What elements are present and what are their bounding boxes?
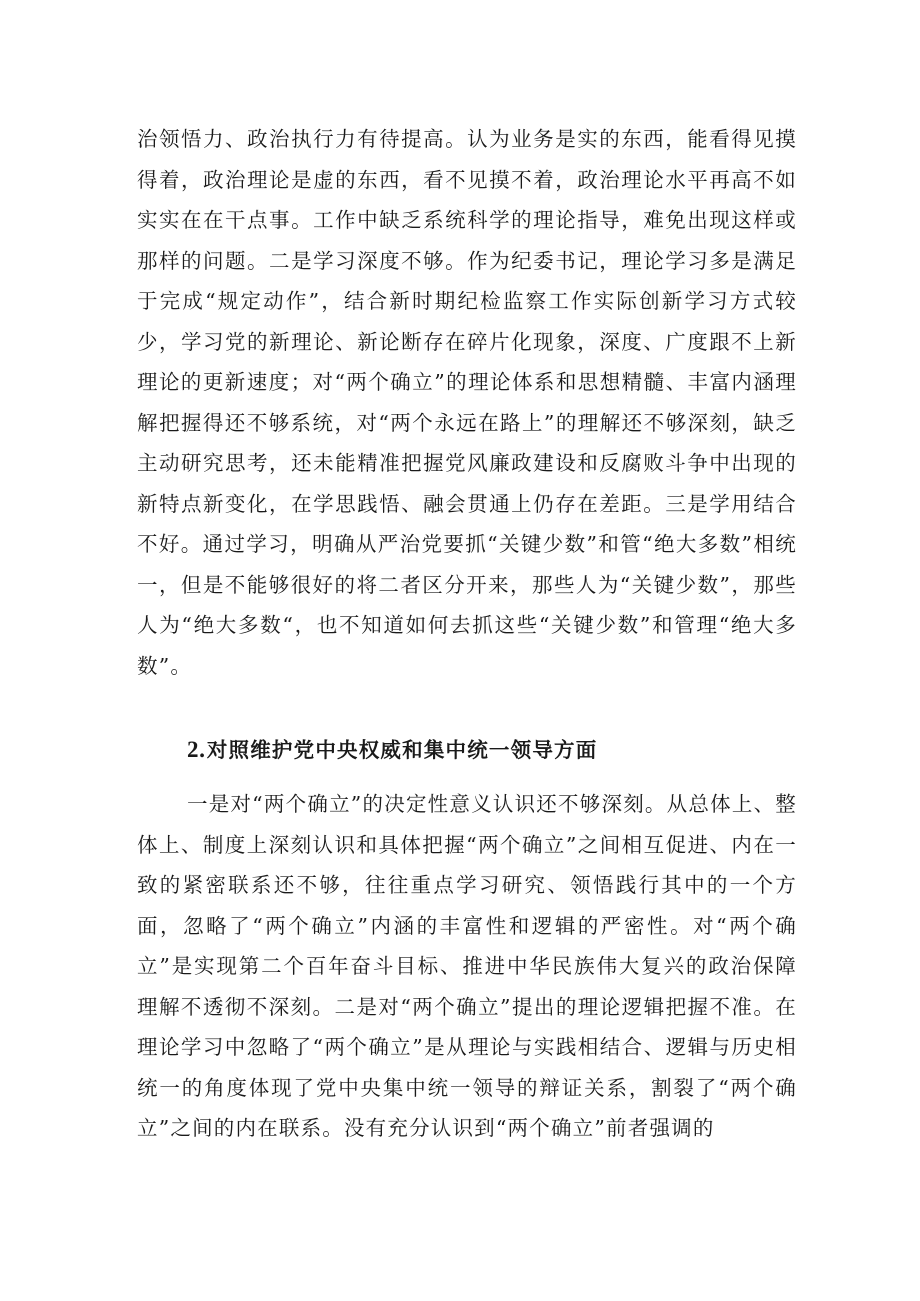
paragraph-2-block [137,784,797,1149]
body-paragraph-1: 治领悟力、政治执行力有待提高。认为业务是实的东西，能看得见摸得着，政治理论是虚的东西，看不见摸不着，政治理论水平再高不如实实在在干点事。工作中缺乏系统科学的理论指导，难免出现这样或那样的问题。二是学习深度不够。作为纪委书记，理论学习多是满足于完成“规定动作”，结合新时期纪检监察工作实际创新学习方式较少，学习党的新理论、新论断存在碎片化现象，深度、广度跟不上新理论的更新速度；对“两个确立”的理论体系和思想精髓、丰富内涵理解把握得还不够系统，对“两个永远在路上”的理解还不够深刻，缺乏主动研究思考，还未能精准把握党风廉政建设和反腐败斗争中出现的新特点新变化，在学思践悟、融会贯通上仍存在差距。三是学用结合不好。通过学习，明确从严治党要抓“关键少数”和管“绝大多数”相统一，但是不能够很好的将二者区分开来，那些人为“关键少数”，那些人为“绝大多数“，也不知道如何去抓这些“关键少数”和管理“绝大多数”。 [137,127,797,678]
paragraph-1-block [137,119,797,686]
section-heading-2 [187,730,597,770]
section-title: .对照维护党中央权威和集中统一领导方面 [198,738,598,762]
section-number: 2 [187,737,199,762]
body-paragraph-2: 一是对“两个确立”的决定性意义认识还不够深刻。从总体上、整体上、制度上深刻认识和具体把握“两个确立”之间相互促进、内在一致的紧密联系还不够，往往重点学习研究、领悟践行其中的一个方面，忽略了“两个确立”内涵的丰富性和逻辑的严密性。对“两个确立”是实现第二个百年奋斗目标、推进中华民族伟大复兴的政治保障理解不透彻不深刻。二是对“两个确立”提出的理论逻辑把握不准。在理论学习中忽略了“两个确立”是从理论与实践相结合、逻辑与历史相统一的角度体现了党中央集中统一领导的辩证关系，割裂了“两个确立”之间的内在联系。没有充分认识到“两个确立”前者强调的 [137,792,797,1140]
